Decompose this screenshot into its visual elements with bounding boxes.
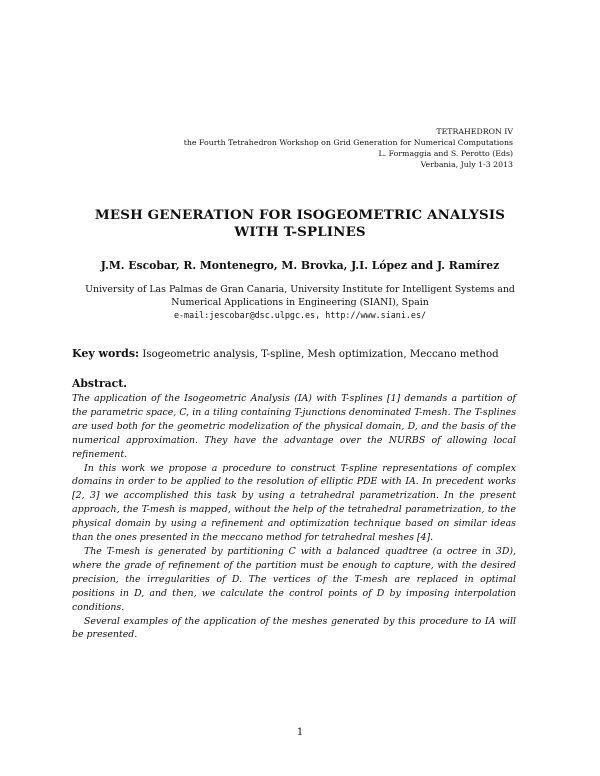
conference-name: TETRAHEDRON IV (436, 127, 513, 136)
conference-subtitle: the Fourth Tetrahedron Workshop on Grid Generation for Numerical Computations (183, 138, 513, 147)
keywords-label: Key words: (72, 347, 140, 360)
abstract-paragraph-2: In this work we propose a procedure to construct T-spline representations of complex domains in order to be applied to the resolution of elliptic PDE with IA. In precedent works [2, 3] we accomplished this task by using a tetrahedral parametrization. In the present approach, the T-mesh is mapped, without the help of the tetrahedral parametrization, to the physical domain by using a refinement and optimization technique based on similar ideas than the ones presented in the meccano method for tetrahedral meshes [4]. (72, 462, 516, 544)
conference-location-date: Verbania, July 1-3 2013 (420, 160, 513, 169)
abstract-heading: Abstract. (72, 377, 127, 390)
affiliation (0, 284, 600, 322)
paper-title (0, 207, 600, 241)
keywords-text: Isogeometric analysis, T-spline, Mesh optimization, Meccano method (142, 349, 499, 360)
affiliation-line-2: Numerical Applications in Engineering (SIANI), Spain (171, 296, 429, 308)
conference-editors: L. Formaggia and S. Perotto (Eds) (378, 149, 513, 158)
keywords (72, 347, 499, 360)
abstract-body (72, 392, 516, 642)
abstract-paragraph-3: The T-mesh is generated by partitioning C with a balanced quadtree (a octree in 3D), where the grade of refinement of the partition must be enough to capture, with the desired precision, the irregularities of D. The vertices of the T-mesh are replaced in optimal positions in D, and then, we calculate the control points of D by imposing interpolation conditions. (72, 545, 516, 613)
contact-email-url: e-mail:jescobar@dsc.ulpgc.es, http://www.siani.es/ (173, 310, 427, 320)
paper-title-line-1: MESH GENERATION FOR ISOGEOMETRIC ANALYSIS (94, 207, 506, 223)
conference-header (184, 126, 513, 170)
paper-title-line-2: WITH T-SPLINES (234, 224, 366, 240)
authors: J.M. Escobar, R. Montenegro, M. Brovka, J.I. López and J. Ramírez (100, 259, 500, 272)
affiliation-line-1: University of Las Palmas de Gran Canaria, University Institute for Intelligent Systems and (85, 284, 515, 295)
abstract-paragraph-1: The application of the Isogeometric Analysis (IA) with T-splines [1] demands a partition of the parametric space, C, in a tiling containing T-junctions denominated T-mesh. The T-splines are used both for the geometric modelization of the physical domain, D, and the basis of the numerical approximation. They have the advantage over the NURBS of allowing local refinement. (72, 393, 516, 460)
abstract-paragraph-4: Several examples of the application of the meshes generated by this procedure to IA will be presented. (72, 615, 516, 641)
page-number: 1 (296, 727, 304, 738)
